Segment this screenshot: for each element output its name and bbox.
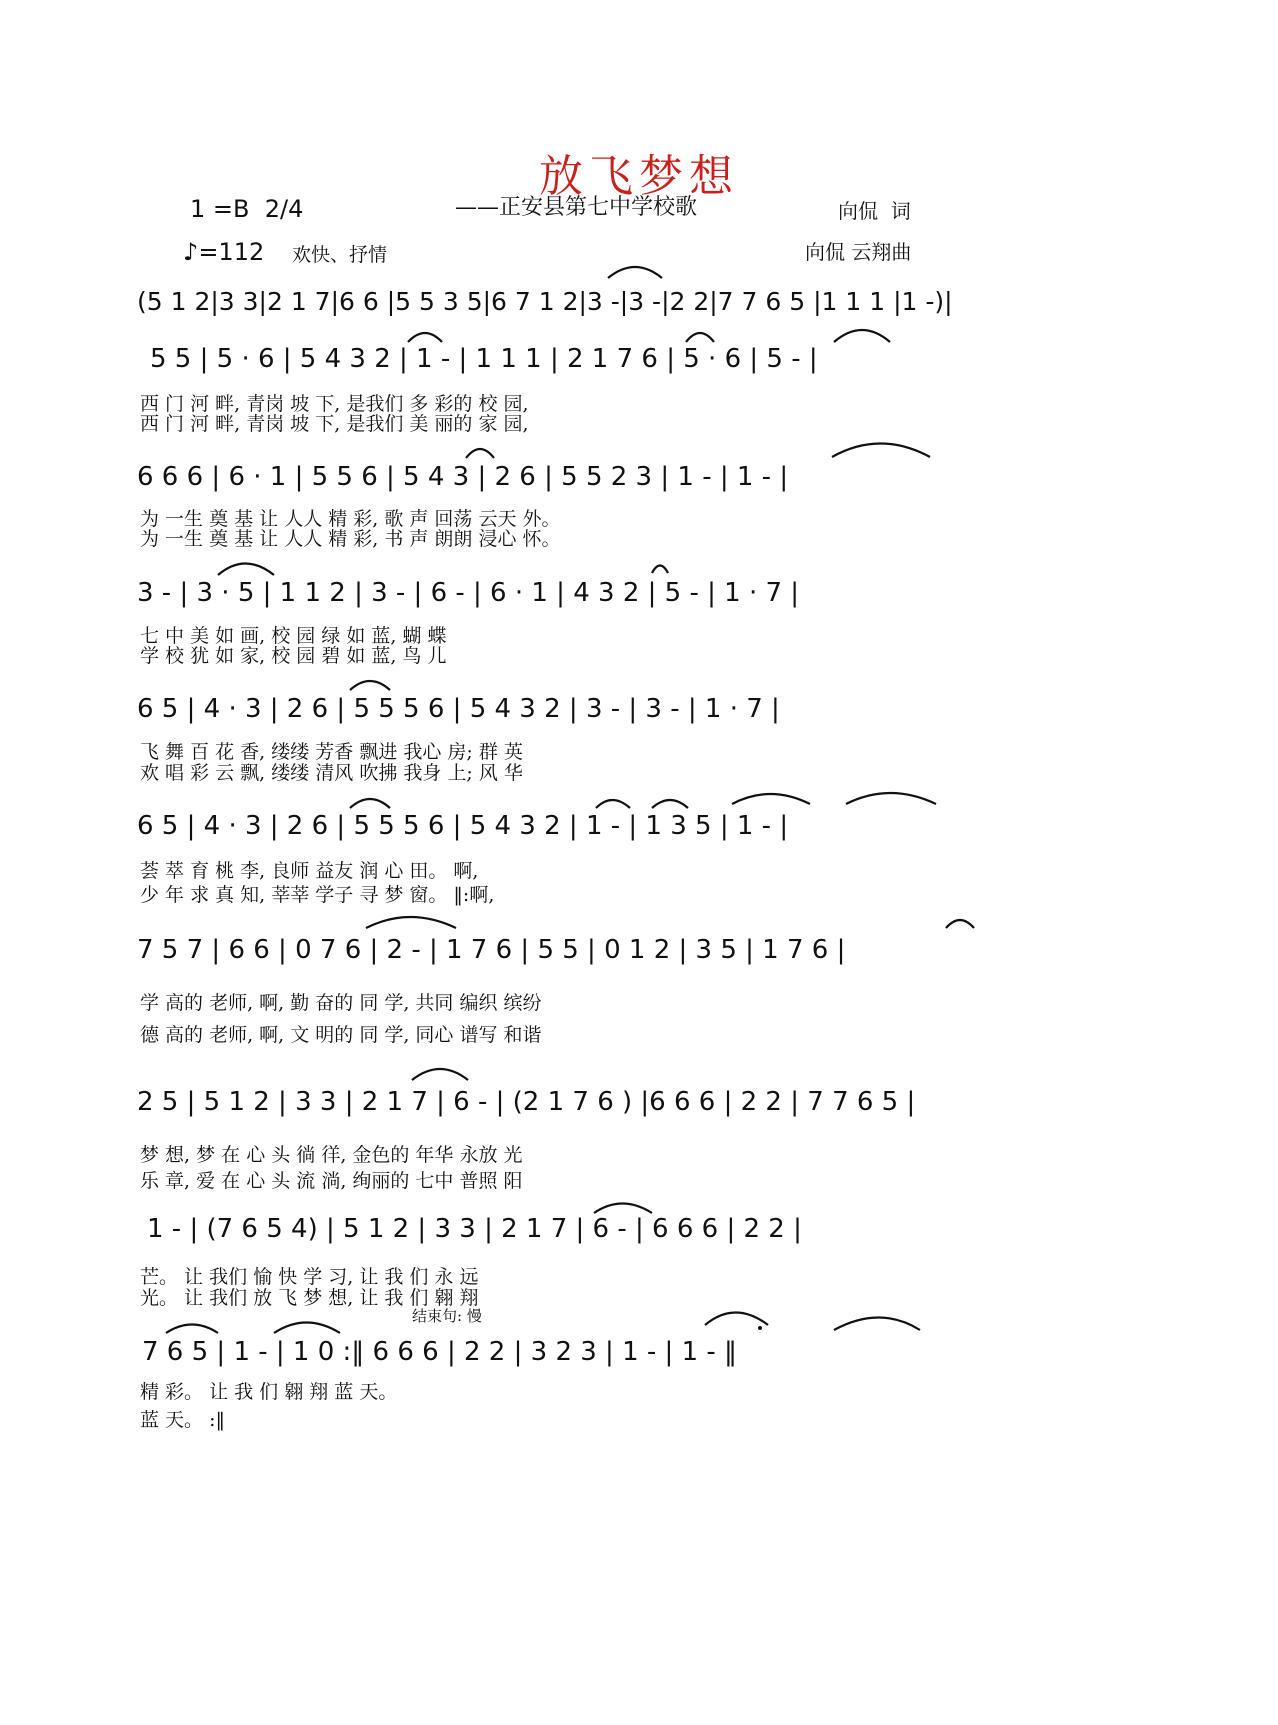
subtitle: ——正安县第七中学校歌 bbox=[455, 195, 698, 220]
notation-line: 6 6 6 | 6 · 1 | 5 5 6 | 5 4 3 | 2 6 | 5 5 2 3 | 1 - | 1 - | bbox=[137, 462, 789, 492]
key-meter: 1 =B 2/4 bbox=[190, 195, 304, 223]
lyric-verse-1: 飞 舞 百 花 香, 缕缕 芳香 飘进 我心 房; 群 英 bbox=[140, 741, 523, 763]
lyric-verse-1: 西 门 河 畔, 青岗 坡 下, 是我们 多 彩的 校 园, bbox=[140, 393, 529, 415]
lyric-verse-2: 西 门 河 畔, 青岗 坡 下, 是我们 美 丽的 家 园, bbox=[140, 413, 529, 435]
lyric-verse-2: 学 校 犹 如 家, 校 园 碧 如 蓝, 鸟 儿 bbox=[140, 645, 447, 667]
lyric-verse-2: 少 年 求 真 知, 莘莘 学子 寻 梦 窗。 ‖:啊, bbox=[140, 884, 495, 906]
composer: 向侃 云翔曲 bbox=[805, 240, 912, 264]
lyric-verse-1: 为 一生 奠 基 让 人人 精 彩, 歌 声 回荡 云天 外。 bbox=[140, 508, 561, 530]
lyric-verse-2: 蓝 天。 :‖ bbox=[140, 1409, 225, 1431]
lyric-verse-1: 芒。 让 我们 愉 快 学 习, 让 我 们 永 远 bbox=[140, 1266, 479, 1288]
lyric-verse-2: 欢 唱 彩 云 飘, 缕缕 清风 吹拂 我身 上; 风 华 bbox=[140, 762, 523, 784]
notation-line: 6 5 | 4 · 3 | 2 6 | 5 5 5 6 | 5 4 3 2 | 3 - | 3 - | 1 · 7 | bbox=[137, 694, 780, 724]
notation-line: 7 5 7 | 6 6 | 0 7 6 | 2 - | 1 7 6 | 5 5 | 0 1 2 | 3 5 | 1 7 6 | bbox=[137, 935, 846, 965]
notation-line: 2 5 | 5 1 2 | 3 3 | 2 1 7 | 6 - | (2 1 7 6 ) |6 6 6 | 2 2 | 7 7 6 5 | bbox=[137, 1087, 916, 1117]
notation-line: 7 6 5 | 1 - | 1 0 :‖ 6 6 6 | 2 2 | 3 2 3 | 1 - | 1 - ‖ bbox=[142, 1337, 738, 1367]
song-title: 放飞梦想 bbox=[539, 151, 739, 202]
notation-line: 3 - | 3 · 5 | 1 1 2 | 3 - | 6 - | 6 · 1 | 4 3 2 | 5 - | 1 · 7 | bbox=[137, 578, 800, 608]
notation-line: 5 5 | 5 · 6 | 5 4 3 2 | 1 - | 1 1 1 | 2 1 7 6 | 5 · 6 | 5 - | bbox=[150, 344, 818, 374]
notation-line: 1 - | (7 6 5 4) | 5 1 2 | 3 3 | 2 1 7 | 6 - | 6 6 6 | 2 2 | bbox=[147, 1214, 802, 1244]
tempo: ♪=112 bbox=[183, 238, 265, 266]
lyric-verse-1: 梦 想, 梦 在 心 头 徜 徉, 金色的 年华 永放 光 bbox=[140, 1144, 523, 1166]
lyric-verse-2: 德 高的 老师, 啊, 文 明的 同 学, 同心 谱写 和谐 bbox=[140, 1024, 542, 1046]
lyric-verse-1: 荟 萃 育 桃 李, 良师 益友 润 心 田。 啊, bbox=[140, 860, 479, 882]
lyricist: 向侃 词 bbox=[838, 199, 911, 223]
lyric-verse-2: 乐 章, 爱 在 心 头 流 淌, 绚丽的 七中 普照 阳 bbox=[140, 1170, 523, 1192]
lyric-verse-1: 学 高的 老师, 啊, 勤 奋的 同 学, 共同 编织 缤纷 bbox=[140, 992, 542, 1014]
lyric-verse-2: 光。 让 我们 放 飞 梦 想, 让 我 们 翱 翔 bbox=[140, 1287, 479, 1309]
expression: 欢快、抒情 bbox=[292, 244, 388, 266]
lyric-verse-2: 为 一生 奠 基 让 人人 精 彩, 书 声 朗朗 浸心 怀。 bbox=[140, 528, 561, 550]
lyric-verse-1: 七 中 美 如 画, 校 园 绿 如 蓝, 蝴 蝶 bbox=[140, 625, 447, 647]
coda-label: 结束句: 慢 bbox=[412, 1307, 482, 1325]
lyric-verse-1: 精 彩。 让 我 们 翱 翔 蓝 天。 bbox=[140, 1381, 398, 1403]
notation-line: 6 5 | 4 · 3 | 2 6 | 5 5 5 6 | 5 4 3 2 | 1 - | 1 3 5 | 1 - | bbox=[137, 811, 789, 841]
notation-line: (5 1 2|3 3|2 1 7|6 6 |5 5 3 5|6 7 1 2|3 -|3 -|2 2|7 7 6 5 |1 1 1 |1 -)| bbox=[137, 287, 953, 316]
